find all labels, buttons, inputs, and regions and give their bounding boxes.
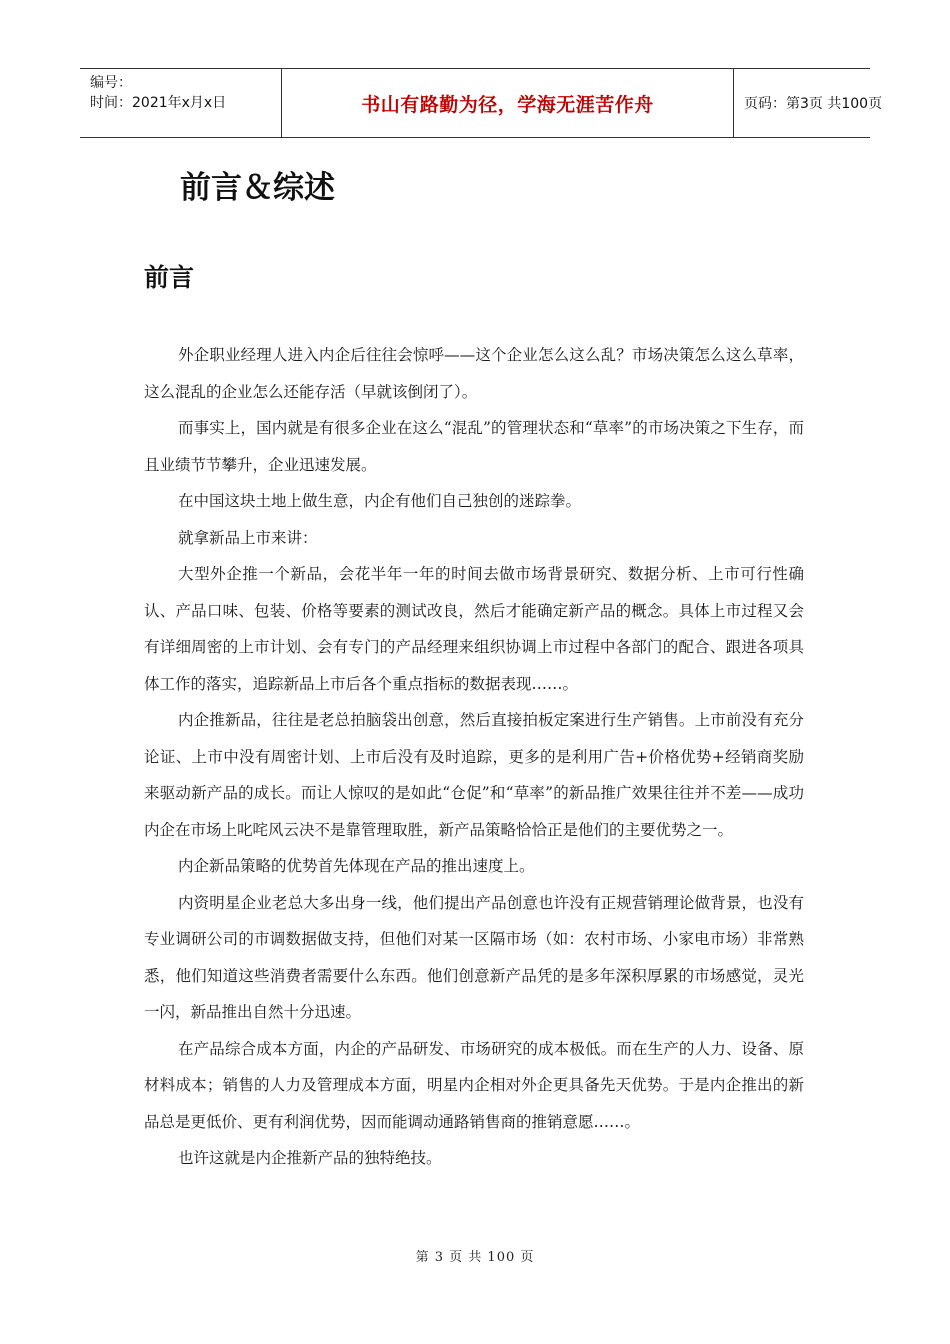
paragraph: 在产品综合成本方面，内企的产品研发、市场研究的成本极低。而在生产的人力、设备、原材料成本；销售的人力及管理成本方面，明星内企相对外企更具备先天优势。于是内企推出的新品总是更低价、更有利润优势，因而能调动通路销售商的推销意愿……。 [144,1039,804,1131]
header-meta [80,69,282,137]
paragraph: 内资明星企业老总大多出身一线，他们提出产品创意也许没有正规营销理论做背景，也没有专业调研公司的市调数据做支持，但他们对某一区隔市场（如：农村市场、小家电市场）非常熟悉，他们知道这些消费者需要什么东西。他们创意新产品凭的是多年深积厚累的市场感觉，灵光一闪，新品推出自然十分迅速。 [144,893,804,1021]
document-number: 编号： [90,75,132,91]
paragraph: 在中国这块土地上做生意，内企有他们自己独创的迷踪拳。 [178,492,582,510]
paragraph: 而事实上，国内就是有很多企业在这么“混乱”的管理状态和“草率”的市场决策之下生存，而且业绩节节攀升，企业迅速发展。 [144,419,804,474]
document-title: 前言＆综述 [180,170,335,206]
paragraph: 内企推新品，往往是老总拍脑袋出创意，然后直接拍板定案进行生产销售。上市前没有充分论证、上市中没有周密计划、上市后没有及时追踪，更多的是利用广告+价格优势+经销商奖励来驱动新产品的成长。而让人惊叹的是如此“仓促”和“草率”的新品推广效果往往并不差——成功内企在市场上叱咤风云决不是靠管理取胜，新产品策略恰恰正是他们的主要优势之一。 [144,711,804,839]
header-page-info: 页码：第3页 共100页 [744,96,883,112]
paragraph: 就拿新品上市来讲： [178,528,318,547]
page-header [80,68,883,138]
paragraph: 也许这就是内企推新产品的独特绝技。 [178,1149,442,1167]
document-date: 时间：2021年x月x日 [90,95,227,111]
paragraph: 外企职业经理人进入内企后往往会惊呼——这个企业怎么这么乱？市场决策怎么这么草率，这么混乱的企业怎么还能存活（早就该倒闭了）。 [144,346,804,401]
section-heading: 前言 [144,263,195,292]
paragraph: 大型外企推一个新品，会花半年一年的时间去做市场背景研究、数据分析、上市可行性确认、产品口味、包装、价格等要素的测试改良，然后才能确定新产品的概念。具体上市过程又会有详细周密的上市计划、会有专门的产品经理来组织协调上市过程中各部门的配合、跟进各项具体工作的落实，追踪新品上市后各个重点指标的数据表现……。 [144,565,804,693]
page-footer: 第 3 页 共 100 页 [415,1250,535,1265]
header-motto: 书山有路勤为径，学海无涯苦作舟 [282,69,734,137]
body-text [144,337,804,1177]
paragraph: 内企新品策略的优势首先体现在产品的推出速度上。 [178,857,535,875]
